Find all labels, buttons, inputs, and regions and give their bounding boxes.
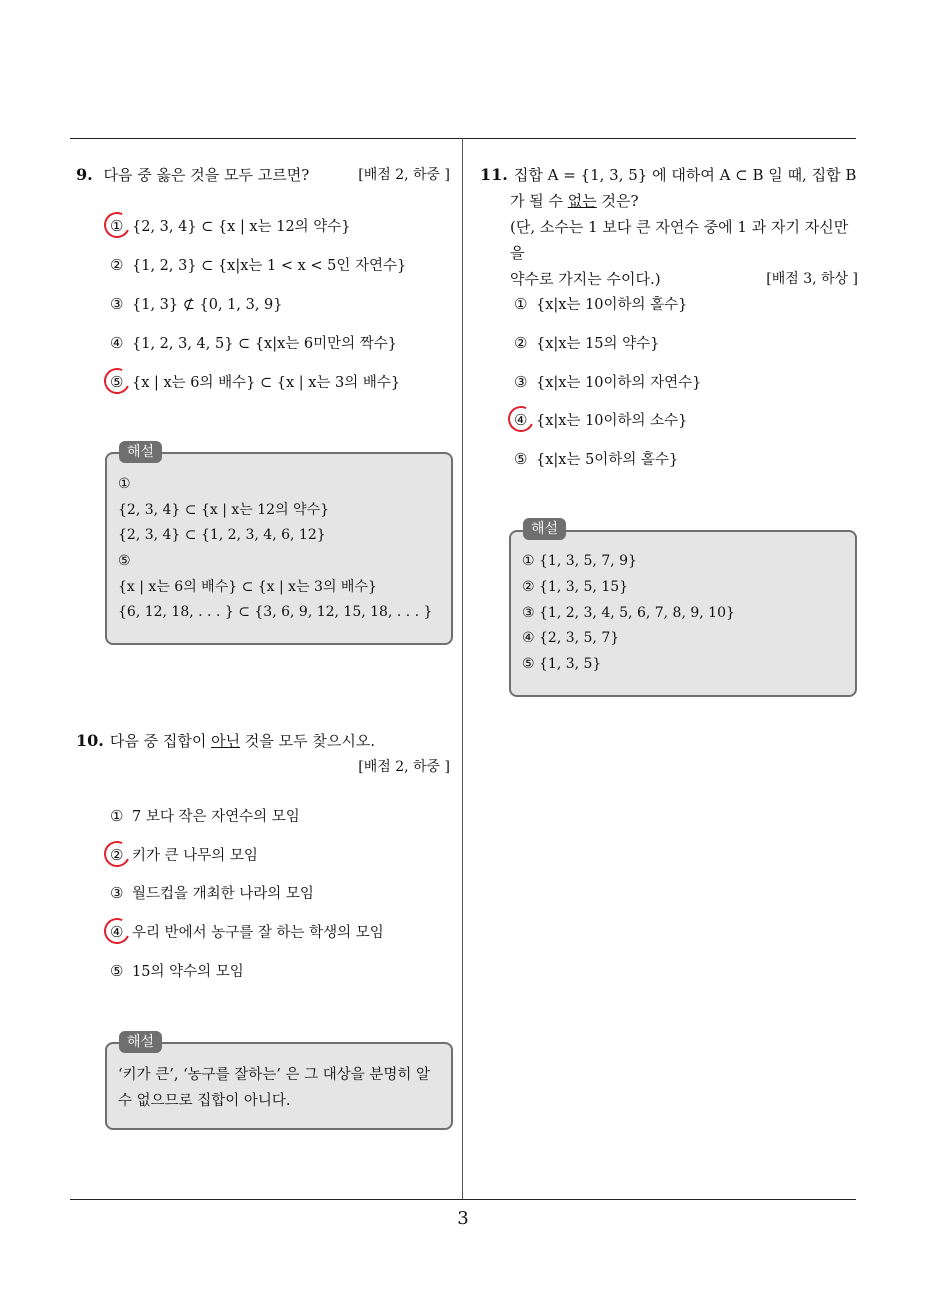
option-number: ② xyxy=(110,256,124,274)
option-text: {1, 2, 3, 4, 5} ⊂ {x|x는 6미만의 짝수} xyxy=(132,336,397,352)
option-text: 키가 큰 나무의 모임 xyxy=(132,848,258,864)
question-9-header xyxy=(76,162,450,188)
solution-tag: 해설 xyxy=(119,1031,162,1053)
q9-option-4[interactable] xyxy=(110,333,397,354)
option-number: ① xyxy=(110,217,124,235)
option-text: {x|x는 15의 약수} xyxy=(536,336,660,352)
q10-option-5[interactable] xyxy=(110,961,244,982)
solution-line: ⑤ {1, 3, 5} xyxy=(522,656,602,672)
question-text: 집합 A = {1, 3, 5} 에 대하여 A ⊂ B 일 때, 집합 B xyxy=(513,166,857,184)
q10-option-3[interactable] xyxy=(110,883,314,904)
q11-option-4[interactable] xyxy=(514,410,687,431)
option-number: ② xyxy=(514,334,528,352)
option-text: 7 보다 작은 자연수의 모임 xyxy=(132,809,300,825)
option-text: {1, 3} ⊄ {0, 1, 3, 9} xyxy=(132,297,283,313)
top-rule xyxy=(70,138,856,139)
question-text: 것을 모두 찾으시오. xyxy=(240,732,376,750)
q11-option-3[interactable] xyxy=(514,372,701,393)
column-divider xyxy=(462,138,463,1200)
question-text-underlined: 없는 xyxy=(567,192,597,210)
option-number: ② xyxy=(110,846,124,864)
question-score: [배점 2, 하중 ] xyxy=(358,167,450,183)
option-text: {x|x는 5이하의 홀수} xyxy=(536,452,679,468)
question-note: (단, 소수는 1 보다 큰 자연수 중에 1 과 자기 자신만을 xyxy=(510,218,849,262)
option-text: 15의 약수의 모임 xyxy=(132,964,244,980)
q9-option-1[interactable] xyxy=(110,216,351,237)
question-text-underlined: 아닌 xyxy=(211,732,241,750)
question-10-header xyxy=(76,728,450,754)
question-text-line xyxy=(480,188,858,214)
option-number: ⑤ xyxy=(514,450,528,468)
q10-option-4[interactable] xyxy=(110,922,384,943)
question-number: 10. xyxy=(76,731,104,750)
question-text: 가 될 수 xyxy=(510,192,568,210)
option-text: {1, 2, 3} ⊂ {x|x는 1 < x < 5인 자연수} xyxy=(132,258,407,274)
option-number: ④ xyxy=(110,923,124,941)
bottom-rule xyxy=(70,1199,856,1200)
option-text: {x|x는 10이하의 홀수} xyxy=(536,297,688,313)
question-9 xyxy=(76,162,450,188)
question-10 xyxy=(76,728,450,780)
question-note: 약수로 가지는 수이다.) xyxy=(510,270,661,288)
question-11-header xyxy=(480,162,858,188)
option-number: ③ xyxy=(514,373,528,391)
solution-line: ④ {2, 3, 5, 7} xyxy=(522,630,620,646)
q11-option-1[interactable] xyxy=(514,294,687,315)
question-note-line xyxy=(480,266,858,292)
option-number: ⑤ xyxy=(110,373,124,391)
question-score: [배점 2, 하중 ] xyxy=(358,759,450,775)
option-number: ① xyxy=(110,807,124,825)
q9-option-5[interactable] xyxy=(110,372,400,393)
question-number: 9. xyxy=(76,165,93,184)
option-number: ④ xyxy=(514,411,528,429)
q11-option-5[interactable] xyxy=(514,449,678,470)
option-number: ① xyxy=(514,295,528,313)
solution-text: ‘키가 큰’, ‘농구를 잘하는’ 은 그 대상을 분명히 알 수 없으므로 집합이 아니다. xyxy=(118,1067,431,1109)
solution-tag: 해설 xyxy=(119,441,162,463)
question-text: 것은? xyxy=(596,192,639,210)
question-text: 다음 중 집합이 xyxy=(109,732,212,750)
option-text: {x | x는 6의 배수} ⊂ {x | x는 3의 배수} xyxy=(132,375,401,391)
option-text: {2, 3, 4} ⊂ {x | x는 12의 약수} xyxy=(132,219,351,235)
q10-option-2[interactable] xyxy=(110,845,258,866)
question-score: [배점 3, 하상 ] xyxy=(766,271,858,287)
option-text: 우리 반에서 농구를 잘 하는 학생의 모임 xyxy=(132,925,384,941)
question-text: 다음 중 옳은 것을 모두 고르면? xyxy=(103,166,310,184)
page-number: 3 xyxy=(457,1208,469,1229)
option-number: ⑤ xyxy=(110,962,124,980)
solution-line: {6, 12, 18, . . . } ⊂ {3, 6, 9, 12, 15, 18, . . . } xyxy=(118,604,433,620)
question-11 xyxy=(480,162,858,292)
solution-line: {2, 3, 4} ⊂ {1, 2, 3, 4, 6, 12} xyxy=(118,527,326,543)
solution-line: ① {1, 3, 5, 7, 9} xyxy=(522,553,637,569)
solution-line: {x | x는 6의 배수} ⊂ {x | x는 3의 배수} xyxy=(118,579,377,595)
solution-line: {2, 3, 4} ⊂ {x | x는 12의 약수} xyxy=(118,502,330,518)
q9-option-2[interactable] xyxy=(110,255,406,276)
solution-line: ③ {1, 2, 3, 4, 5, 6, 7, 8, 9, 10} xyxy=(522,605,735,621)
option-number: ③ xyxy=(110,884,124,902)
solution-tag: 해설 xyxy=(523,518,566,540)
option-text: {x|x는 10이하의 자연수} xyxy=(536,375,702,391)
solution-line: ① xyxy=(118,476,131,492)
q9-option-3[interactable] xyxy=(110,294,283,315)
option-text: 월드컵을 개최한 나라의 모임 xyxy=(132,886,314,902)
q11-option-2[interactable] xyxy=(514,333,659,354)
solution-line: ② {1, 3, 5, 15} xyxy=(522,579,629,595)
option-number: ③ xyxy=(110,295,124,313)
option-text: {x|x는 10이하의 소수} xyxy=(536,413,688,429)
option-number: ④ xyxy=(110,334,124,352)
solution-line: ⑤ xyxy=(118,553,131,569)
q10-option-1[interactable] xyxy=(110,806,300,827)
question-number: 11. xyxy=(480,165,508,184)
